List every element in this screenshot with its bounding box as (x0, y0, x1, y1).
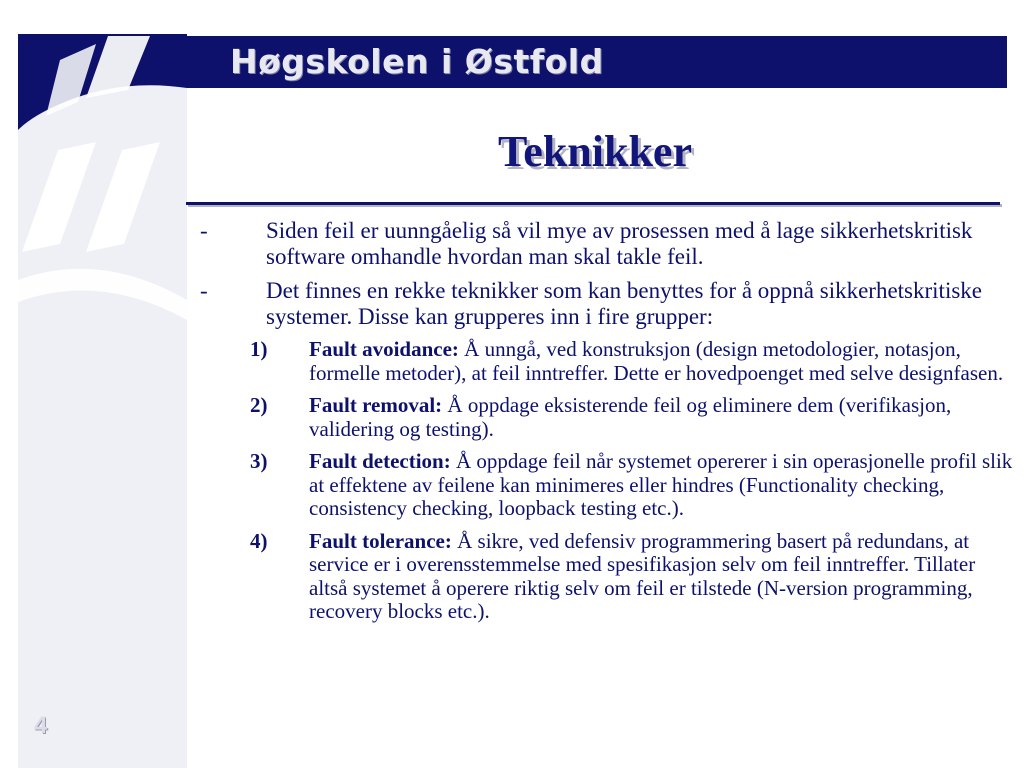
technique-term: Fault tolerance: (309, 528, 452, 553)
technique-number: 2) (250, 393, 268, 417)
institution-name: Høgskolen i Østfold (230, 42, 604, 81)
technique-term: Fault detection: (309, 449, 451, 473)
bullet-item (196, 278, 1018, 330)
technique-description: Å unngå, ved konstruksjon (design metodologier, notasjon, formelle metoder), at feil inntreffer. Dette er hovedpoenget med selve designfasen. (309, 337, 1004, 385)
technique-term: Fault avoidance: (309, 337, 459, 361)
technique-description: Å sikre, ved defensiv programmering basert på redundans, at service er i overensstemmelse med spesifikasjon selv om feil inntreffer. Tillater altså systemet å operere riktig selv om feil er tilstede (N-version programming, recovery blocks etc.). (309, 528, 976, 623)
technique-number: 4) (250, 528, 268, 553)
bullet-marker: - (200, 218, 208, 243)
bullet-text: Siden feil er uunngåelig så vil mye av prosessen med å lage sikkerhetskritisk software omhandle hvordan man skal takle feil. (266, 218, 973, 269)
bullet-text: Det finnes en rekke teknikker som kan benyttes for å oppnå sikkerhetskritiske systemer. Disse kan grupperes inn i fire grupper: (266, 278, 982, 329)
page-number: 4 (34, 712, 48, 739)
title-divider (186, 202, 1000, 205)
school-logo-icon (0, 0, 190, 380)
technique-item (196, 530, 1018, 624)
technique-item (196, 394, 1018, 441)
technique-number: 3) (250, 449, 268, 473)
technique-term: Fault removal: (309, 393, 443, 417)
bullet-item (196, 218, 1018, 270)
technique-number: 1) (250, 337, 268, 361)
technique-item (196, 450, 1018, 521)
slide-content (196, 218, 1018, 633)
bullet-marker: - (200, 278, 208, 303)
technique-item (196, 338, 1018, 385)
technique-description: Å oppdage eksisterende feil og eliminere dem (verifikasjon, validering og testing). (309, 393, 952, 441)
slide-title: Teknikker (497, 127, 692, 176)
technique-description: Å oppdage feil når systemet opererer i sin operasjonelle profil slik at effektene av feilene kan minimeres eller hindres (Functionality checking, consistency checking, loopback testing etc.). (309, 449, 1013, 520)
